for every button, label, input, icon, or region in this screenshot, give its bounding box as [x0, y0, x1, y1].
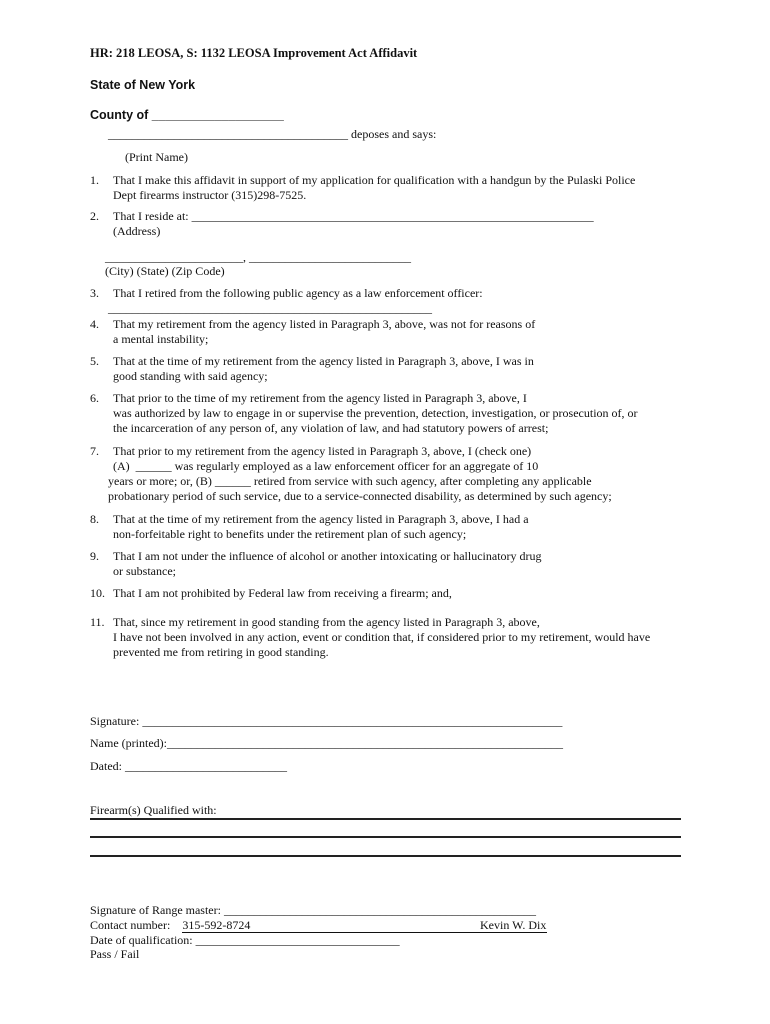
range-master-name: Kevin W. Dix [480, 918, 547, 932]
paragraph-line: That I make this affidavit in support of my application for qualification with a handgun by the Pulaski Police [113, 173, 636, 187]
paragraph-11 [90, 615, 690, 660]
paragraph-number: 11. [90, 615, 105, 629]
paragraph-line: That my retirement from the agency listed in Paragraph 3, above, was not for reasons of [113, 317, 536, 331]
paragraph-line: or substance; [113, 564, 176, 578]
paragraph-2 [90, 209, 690, 239]
contact-number: 315-592-8724 [182, 918, 251, 932]
paragraph-number: 7. [90, 444, 99, 458]
city-state-zip-label: (City) (State) (Zip Code) [105, 264, 225, 278]
address-label: (Address) [113, 224, 161, 238]
firearms-qualified-label: Firearm(s) Qualified with: [90, 803, 217, 817]
paragraph-3 [90, 286, 690, 301]
print-name-label: (Print Name) [125, 150, 188, 164]
firearm-entry-line[interactable] [90, 855, 681, 857]
paragraph-number: 1. [90, 173, 99, 187]
paragraph-line: That at the time of my retirement from the agency listed in Paragraph 3, above, I had a [113, 512, 529, 526]
paragraph-line: That at the time of my retirement from the agency listed in Paragraph 3, above, I was in [113, 354, 534, 368]
firearm-entry-line[interactable] [90, 818, 681, 820]
contact-label: Contact number: [90, 918, 171, 932]
paragraph-line: That prior to my retirement from the agency listed in Paragraph 3, above, I (check one) [113, 444, 532, 458]
paragraph-number: 10. [90, 586, 105, 600]
paragraph-line: That, since my retirement in good standing from the agency listed in Paragraph 3, above, [113, 615, 540, 629]
state-heading: State of New York [90, 78, 196, 92]
range-master-signature-field[interactable]: Signature of Range master: ____________________________________________________ [90, 903, 536, 917]
address-field[interactable]: That I reside at: ___________________________________________________________________ [113, 209, 594, 223]
paragraph-6 [90, 391, 690, 436]
option-a-line[interactable]: (A) ______ was regularly employed as a law enforcement officer for an aggregate of 10 [113, 459, 539, 473]
paragraph-line: was authorized by law to engage in or supervise the prevention, detection, investigation, or prosecution of, or [113, 406, 638, 420]
document-title: HR: 218 LEOSA, S: 1132 LEOSA Improvement Act Affidavit [90, 46, 418, 60]
paragraph-line: the incarceration of any person of, any violation of law, and had statutory powers of arrest; [113, 421, 549, 435]
paragraph-1 [90, 173, 690, 203]
paragraph-number: 2. [90, 209, 99, 223]
paragraph-line: That I am not under the influence of alcohol or another intoxicating or hallucinatory drug [113, 549, 542, 563]
paragraph-line: That I am not prohibited by Federal law from receiving a firearm; and, [113, 586, 452, 600]
pass-fail-options[interactable]: Pass / Fail [90, 947, 140, 961]
name-printed-field[interactable]: Name (printed):__________________________________________________________________ [90, 736, 563, 750]
city-state-zip-field[interactable]: _______________________, ___________________________ [105, 250, 411, 264]
paragraph-number: 5. [90, 354, 99, 368]
paragraph-7 [90, 444, 690, 474]
contact-row [90, 918, 547, 933]
paragraph-line: probationary period of such service, due to a service-connected disability, as determined by such agency; [108, 489, 612, 503]
paragraph-number: 3. [90, 286, 99, 300]
paragraph-line: That I retired from the following public agency as a law enforcement officer: [113, 286, 483, 300]
paragraph-number: 4. [90, 317, 99, 331]
paragraph-number: 9. [90, 549, 99, 563]
paragraph-line: I have not been involved in any action, event or condition that, if considered prior to my retirement, would have [113, 630, 651, 644]
paragraph-8 [90, 512, 690, 542]
paragraph-line: Dept firearms instructor (315)298-7525. [113, 188, 307, 202]
paragraph-5 [90, 354, 690, 384]
paragraph-line: prevented me from retiring in good standing. [113, 645, 329, 659]
paragraph-number: 6. [90, 391, 99, 405]
paragraph-line: non-forfeitable right to benefits under the retirement plan of such agency; [113, 527, 467, 541]
option-b-line[interactable]: years or more; or, (B) ______ retired from service with such agency, after completing any applicable [108, 474, 592, 488]
paragraph-line: a mental instability; [113, 332, 209, 346]
paragraph-4 [90, 317, 690, 347]
deposes-line[interactable]: ________________________________________ deposes and says: [108, 127, 437, 141]
paragraph-line: good standing with said agency; [113, 369, 268, 383]
paragraph-number: 8. [90, 512, 99, 526]
dated-field[interactable]: Dated: ___________________________ [90, 759, 287, 773]
firearm-entry-line[interactable] [90, 836, 681, 838]
paragraph-9 [90, 549, 690, 579]
signature-field[interactable]: Signature: ______________________________________________________________________ [90, 714, 563, 728]
paragraph-10 [90, 586, 690, 601]
agency-field[interactable]: ______________________________________________________ [108, 301, 432, 315]
paragraph-line: That prior to the time of my retirement from the agency listed in Paragraph 3, above, I [113, 391, 527, 405]
county-field[interactable]: County of ___________________ [90, 108, 284, 122]
date-of-qualification-field[interactable]: Date of qualification: __________________________________ [90, 933, 400, 947]
